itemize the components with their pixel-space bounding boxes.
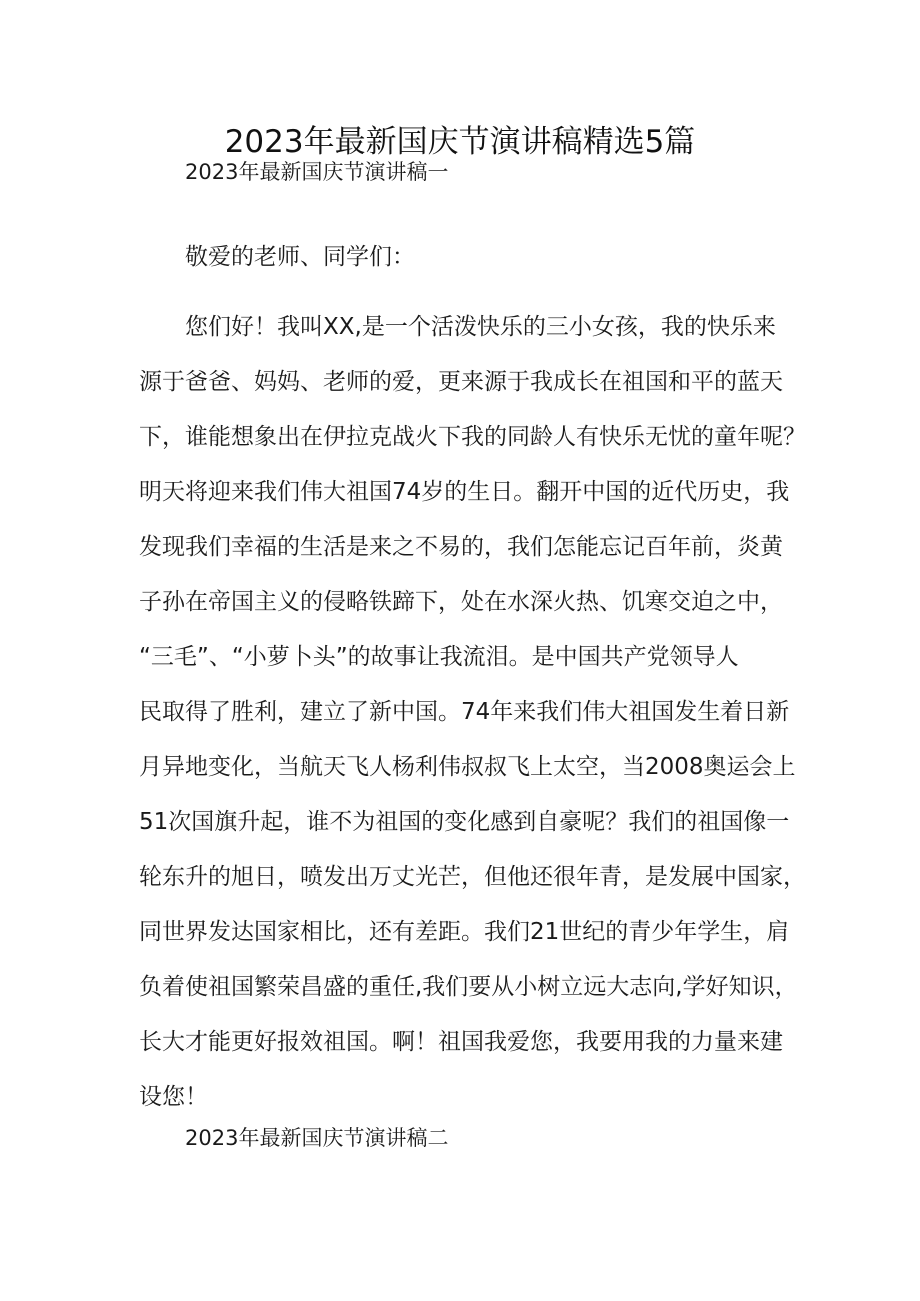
paragraph-line: 明天将迎来我们伟大祖国74岁的生日。翻开中国的近代历史，我 (139, 479, 790, 505)
section-heading-1: 2023年最新国庆节演讲稿一 (185, 160, 449, 184)
paragraph-line: 子孙在帝国主义的侵略铁蹄下，处在水深火热、饥寒交迫之中， (139, 589, 783, 615)
paragraph-line: 源于爸爸、妈妈、老师的爱，更来源于我成长在祖国和平的蓝天 (139, 369, 783, 395)
document-title: 2023年最新国庆节演讲稿精选5篇 (224, 124, 696, 160)
greeting: 敬爱的老师、同学们： (185, 244, 415, 270)
paragraph-line: 负着使祖国繁荣昌盛的重任,我们要从小树立远大志向,学好知识， (139, 974, 798, 1000)
section-heading-2: 2023年最新国庆节演讲稿二 (185, 1126, 449, 1150)
paragraph-line: “三毛”、“小萝卜头”的故事让我流泪。是中国共产党领导人 (139, 644, 739, 670)
paragraph-line: 下，谁能想象出在伊拉克战火下我的同龄人有快乐无忧的童年呢？ (139, 424, 806, 450)
paragraph-line: 设您！ (139, 1084, 208, 1110)
paragraph-line: 51次国旗升起，谁不为祖国的变化感到自豪呢？我们的祖国像一 (139, 809, 790, 835)
paragraph-line: 轮东升的旭日，喷发出万丈光芒，但他还很年青，是发展中国家， (139, 864, 806, 890)
paragraph-line: 长大才能更好报效祖国。啊！祖国我爱您，我要用我的力量来建 (139, 1029, 783, 1055)
paragraph-line: 同世界发达国家相比，还有差距。我们21世纪的青少年学生，肩 (139, 919, 790, 945)
paragraph-line: 发现我们幸福的生活是来之不易的，我们怎能忘记百年前，炎黄 (139, 534, 783, 560)
paragraph-line: 月异地变化，当航天飞人杨利伟叔叔飞上太空，当2008奥运会上 (139, 754, 796, 780)
paragraph-line: 您们好！我叫XX,是一个活泼快乐的三小女孩，我的快乐来 (185, 314, 776, 340)
paragraph-line: 民取得了胜利，建立了新中国。74年来我们伟大祖国发生着日新 (139, 699, 790, 725)
